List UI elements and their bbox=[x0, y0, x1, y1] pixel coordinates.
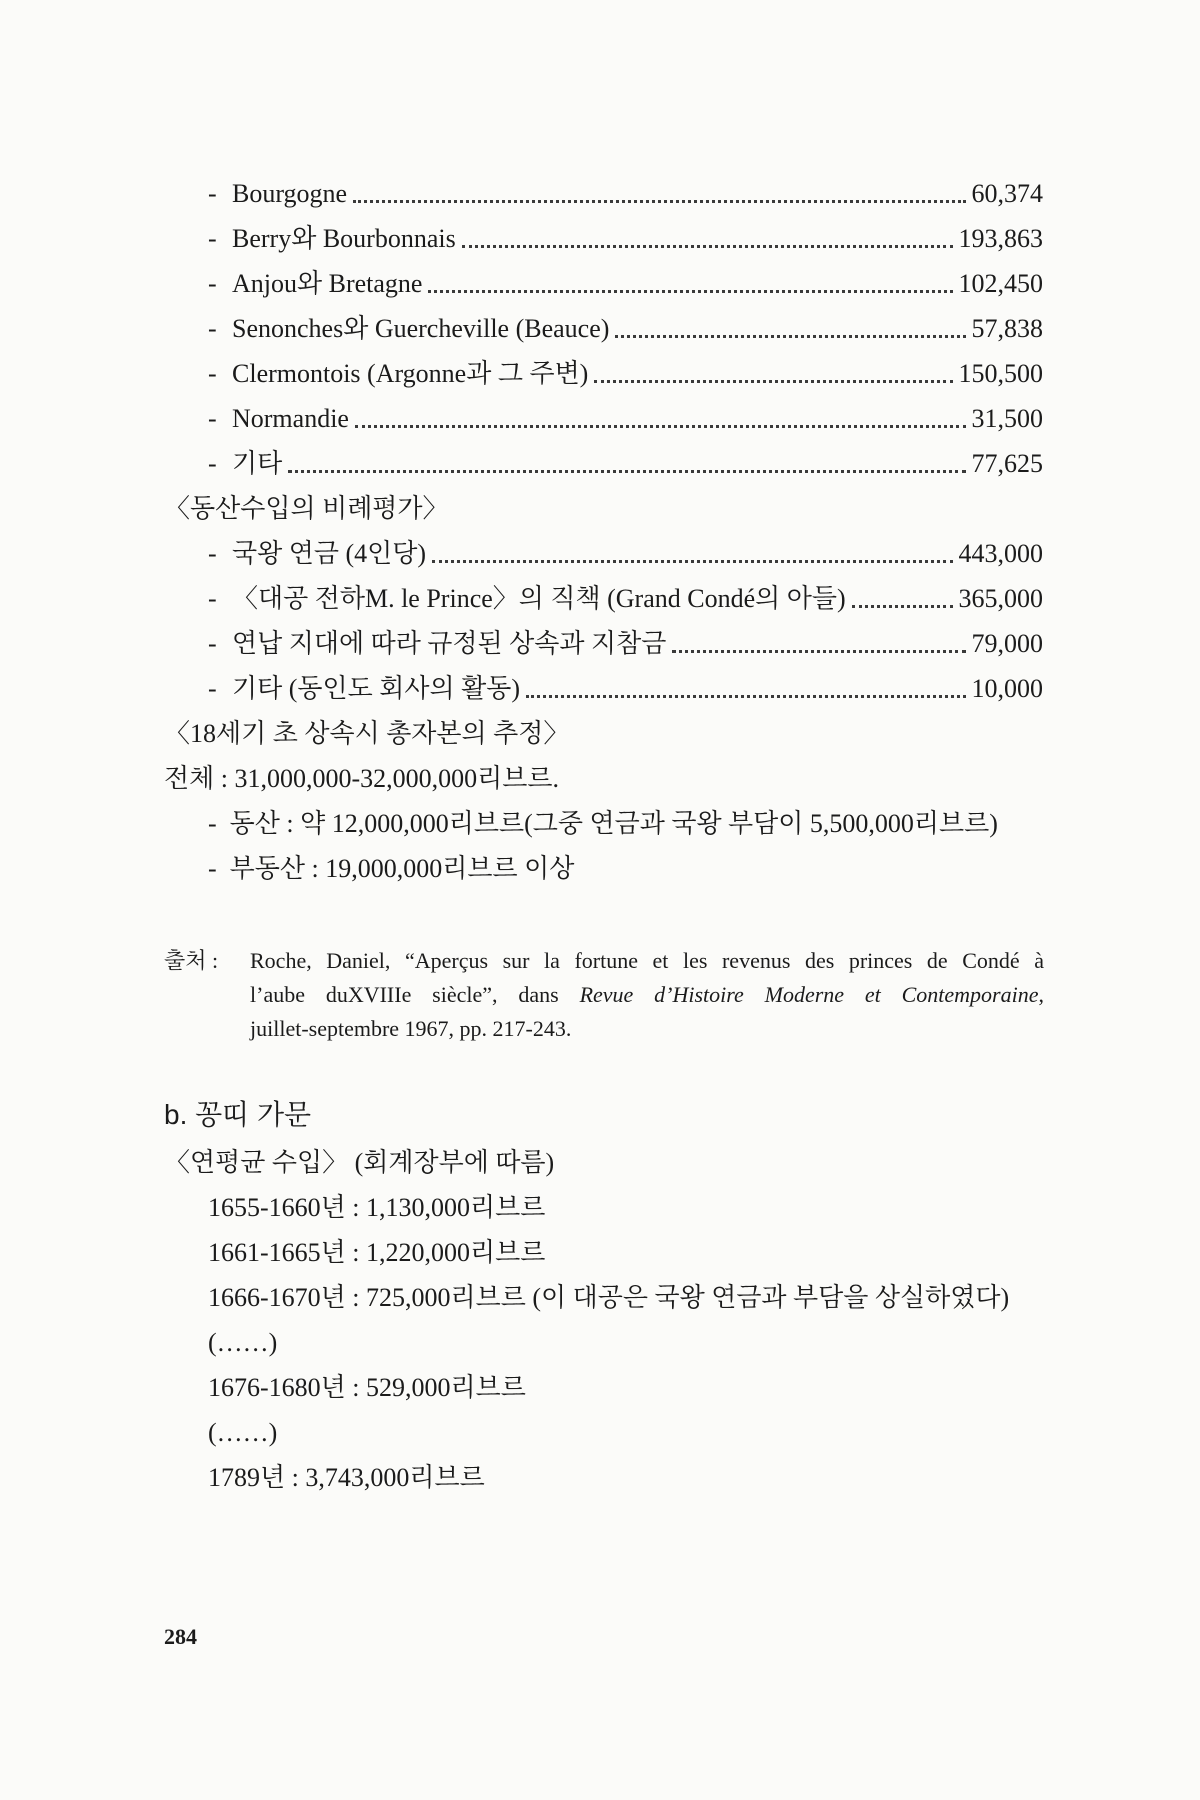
row-label: Normandie bbox=[232, 404, 349, 433]
row-value: 10,000 bbox=[971, 674, 1043, 703]
row-dash: - bbox=[208, 224, 217, 253]
row-value: 60,374 bbox=[971, 179, 1043, 208]
dot-leader bbox=[852, 605, 953, 608]
row-label: Bourgogne bbox=[232, 179, 348, 208]
row-label: Berry와 Bourbonnais bbox=[232, 224, 456, 253]
capital-total: 전체 : 31,000,000-32,000,000리브르. bbox=[164, 764, 559, 793]
row-dash: - bbox=[208, 359, 217, 388]
capital-item-text: 부동산 : 19,000,000리브르 이상 bbox=[229, 854, 575, 883]
row-label: Anjou와 Bretagne bbox=[232, 269, 423, 298]
row-value: 102,450 bbox=[958, 269, 1043, 298]
row-value: 443,000 bbox=[958, 539, 1043, 568]
region-row bbox=[208, 266, 1043, 302]
region-row bbox=[208, 176, 1043, 212]
row-label: 〈대공 전하M. le Prince〉의 직책 (Grand Condé의 아들) bbox=[232, 584, 846, 613]
section-subheading: 〈연평균 수입〉 (회계장부에 따름) bbox=[164, 1148, 555, 1177]
region-row bbox=[208, 311, 1043, 347]
movable-row bbox=[208, 626, 1043, 662]
row-value: 150,500 bbox=[958, 359, 1043, 388]
source-label: 출처 : bbox=[164, 948, 219, 973]
source-line: Roche, Daniel, “Aperçus sur la fortune et les revenus des princes de Condé à bbox=[250, 948, 1044, 973]
dot-leader bbox=[526, 695, 966, 698]
dot-leader bbox=[462, 245, 953, 248]
income-line: 1676-1680년 : 529,000리브르 bbox=[208, 1373, 526, 1402]
dot-leader bbox=[288, 470, 965, 473]
row-value: 193,863 bbox=[958, 224, 1043, 253]
dot-leader bbox=[355, 425, 966, 428]
row-label: 국왕 연금 (4인당) bbox=[232, 539, 427, 568]
income-line: 1666-1670년 : 725,000리브르 (이 대공은 국왕 연금과 부담을 상실하였다) bbox=[208, 1283, 1010, 1312]
section-heading: b. 꽁띠 가문 bbox=[164, 1099, 312, 1130]
movable-row bbox=[208, 536, 1043, 572]
source-text: , bbox=[1038, 982, 1044, 1007]
row-value: 365,000 bbox=[958, 584, 1043, 613]
row-dash: - bbox=[208, 179, 217, 208]
region-row bbox=[208, 401, 1043, 437]
row-label: 연납 지대에 따라 규정된 상속과 지참금 bbox=[232, 629, 667, 658]
row-dash: - bbox=[208, 809, 217, 838]
row-value: 31,500 bbox=[971, 404, 1043, 433]
income-line: 1789년 : 3,743,000리브르 bbox=[208, 1463, 485, 1492]
row-value: 77,625 bbox=[971, 449, 1043, 478]
row-dash: - bbox=[208, 539, 217, 568]
source-line: juillet-septembre 1967, pp. 217-243. bbox=[250, 1016, 572, 1041]
movable-row bbox=[208, 581, 1043, 617]
source-body bbox=[250, 944, 1044, 1046]
row-label: Senonches와 Guercheville (Beauce) bbox=[232, 314, 610, 343]
journal-title: Revue d’Histoire Moderne et Contemporaine bbox=[579, 982, 1039, 1007]
row-dash: - bbox=[208, 674, 217, 703]
income-line: 1655-1660년 : 1,130,000리브르 bbox=[208, 1193, 546, 1222]
dot-leader bbox=[594, 380, 952, 383]
row-dash: - bbox=[208, 449, 217, 478]
capital-item bbox=[208, 806, 998, 842]
dot-leader bbox=[428, 290, 952, 293]
row-dash: - bbox=[208, 629, 217, 658]
page-number: 284 bbox=[164, 1624, 197, 1649]
row-value: 57,838 bbox=[971, 314, 1043, 343]
ellipsis-line: (……) bbox=[208, 1328, 278, 1357]
capital-heading: 〈18세기 초 상속시 총자본의 추정〉 bbox=[164, 719, 570, 748]
capital-item-text: 동산 : 약 12,000,000리브르(그중 연금과 국왕 부담이 5,500,000리브르) bbox=[229, 809, 998, 838]
row-label: 기타 (동인도 회사의 활동) bbox=[232, 674, 520, 703]
row-dash: - bbox=[208, 269, 217, 298]
movable-heading: 〈동산수입의 비례평가〉 bbox=[164, 494, 449, 523]
dot-leader bbox=[615, 335, 965, 338]
row-label: 기타 bbox=[232, 449, 283, 478]
capital-item bbox=[208, 851, 574, 887]
dot-leader bbox=[353, 200, 965, 203]
dot-leader bbox=[432, 560, 952, 563]
source-line bbox=[250, 978, 1044, 1012]
row-label: Clermontois (Argonne과 그 주변) bbox=[232, 359, 589, 388]
row-dash: - bbox=[208, 314, 217, 343]
movable-row bbox=[208, 671, 1043, 707]
row-dash: - bbox=[208, 854, 217, 883]
row-value: 79,000 bbox=[971, 629, 1043, 658]
source-text: l’aube duXVIIIe siècle”, dans bbox=[250, 982, 580, 1007]
income-line: 1661-1665년 : 1,220,000리브르 bbox=[208, 1238, 546, 1267]
region-row bbox=[208, 221, 1043, 257]
row-dash: - bbox=[208, 404, 217, 433]
region-row bbox=[208, 356, 1043, 392]
dot-leader bbox=[672, 650, 965, 653]
ellipsis-line: (……) bbox=[208, 1418, 278, 1447]
row-dash: - bbox=[208, 584, 217, 613]
region-row bbox=[208, 446, 1043, 482]
